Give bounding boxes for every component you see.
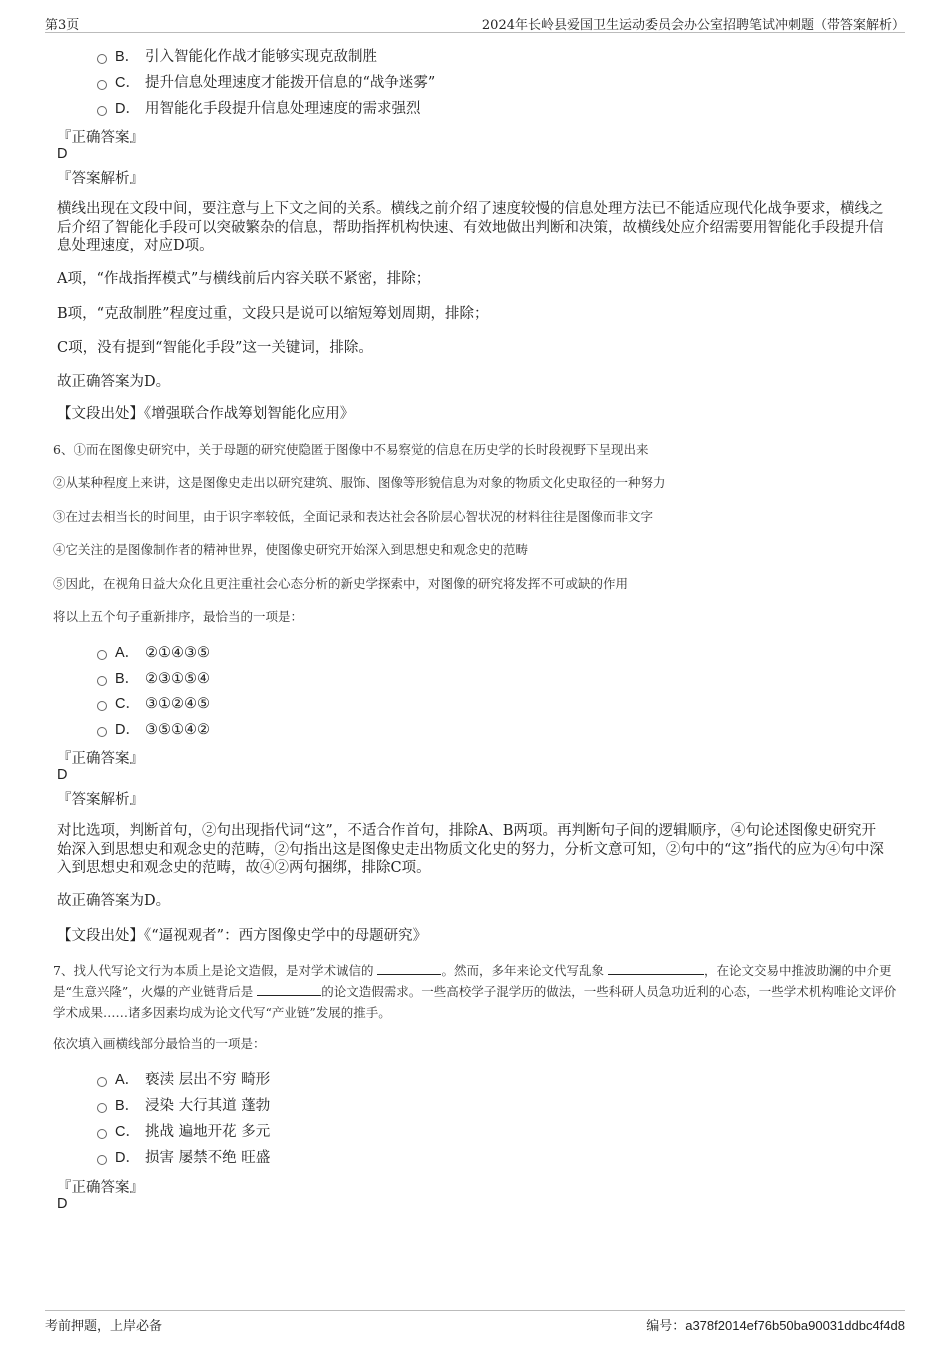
q5-answer: D — [57, 146, 68, 162]
q6-sentence-1: 6、①而在图像史研究中，关于母题的研究使隐匿于图像中不易察觉的信息在历史学的长时段视野下呈现出来 — [53, 442, 649, 457]
radio-icon[interactable] — [97, 80, 107, 90]
radio-icon[interactable] — [97, 1129, 107, 1139]
q5-option-b[interactable]: B． 引入智能化作战才能够实现克敌制胜 — [97, 47, 377, 67]
q7-option-c[interactable]: C． 挑战 遍地开花 多元 — [97, 1122, 270, 1142]
q7-stem: 7、找人代写论文行为本质上是论文造假，是对学术诚信的 。然而，多年来论文代写乱象 ，在论文交易中推波助澜的中介更是“生意兴隆”，火爆的产业链背后是 的论文造假需求。一些高校学子混学历的做法，一些科研人员急功近利的心态，一些学术机构唯论文评价学术成果……诸多因素均成为论文代写“产业链”发展的推手。 — [53, 963, 897, 1020]
q5-analysis-b: B项，“克敌制胜”程度过重，文段只是说可以缩短筹划周期，排除； — [57, 306, 489, 322]
radio-icon[interactable] — [97, 701, 107, 711]
q6-analysis-main: 对比选项，判断首句，②句出现指代词“这”，不适合作首句，排除A、B两项。再判断句子间的逻辑顺序，④句论述图像史研究开始深入到思想史和观念史的范畴，②句指出这是图像史走出物质文化史的努力，分析文意可知，②句中的“这”指代的应为④句中深入到思想史和观念史的范畴，故④②两句捆绑，排除C项。 — [57, 823, 884, 876]
document-title: 2024年长岭县爱国卫生运动委员会办公室招聘笔试冲刺题（带答案解析） — [481, 18, 905, 33]
q6-option-d[interactable]: D． ③⑤①④② — [97, 720, 210, 740]
q7-prompt: 依次填入画横线部分最恰当的一项是： — [53, 1036, 266, 1051]
q7-blank-3 — [257, 983, 321, 996]
q5-option-d[interactable]: D． 用智能化手段提升信息处理速度的需求强烈 — [97, 99, 421, 119]
q6-conclusion: 故正确答案为D。 — [57, 893, 171, 909]
radio-icon[interactable] — [97, 1103, 107, 1113]
page-footer — [45, 1310, 905, 1333]
q6-sentence-4: ④它关注的是图像制作者的精神世界，使图像史研究开始深入到思想史和观念史的范畴 — [53, 542, 529, 557]
q6-sentence-5: ⑤因此，在视角日益大众化且更注重社会心态分析的新史学探索中，对图像的研究将发挥不可或缺的作用 — [53, 576, 629, 591]
q7-answer-label: 『正确答案』 — [57, 1180, 144, 1196]
q5-analysis-a: A项，“作战指挥模式”与横线前后内容关联不紧密，排除； — [57, 271, 431, 287]
radio-icon[interactable] — [97, 54, 107, 64]
page-number: 第3页 — [45, 18, 80, 33]
radio-icon[interactable] — [97, 727, 107, 737]
q7-option-a[interactable]: A． 亵渎 层出不穷 畸形 — [97, 1070, 270, 1090]
q6-prompt: 将以上五个句子重新排序，最恰当的一项是： — [53, 609, 304, 624]
q6-option-a[interactable]: A． ②①④③⑤ — [97, 643, 210, 663]
q7-blank-2 — [608, 962, 704, 975]
document-code: 编号：a378f2014ef76b50ba90031ddbc4f4d8 — [646, 1318, 905, 1334]
q5-source: 【文段出处】《增强联合作战筹划智能化应用》 — [57, 406, 355, 422]
radio-icon[interactable] — [97, 650, 107, 660]
q5-analysis-main: 横线出现在文段中间，要注意与上下文之间的关系。横线之前介绍了速度较慢的信息处理方法已不能适应现代化战争要求，横线之后介绍了智能化手段可以突破繁杂的信息，帮助指挥机构快速、有效地做出判断和决策，故横线处应介绍需要用智能化手段提升信息处理速度，对应D项。 — [57, 201, 884, 254]
radio-icon[interactable] — [97, 1077, 107, 1087]
q5-answer-label: 『正确答案』 — [57, 130, 144, 146]
q6-sentence-2: ②从某种程度上来讲，这是图像史走出以研究建筑、服饰、图像等形貌信息为对象的物质文化史取径的一种努力 — [53, 475, 666, 490]
footer-slogan: 考前押题，上岸必备 — [45, 1319, 163, 1334]
q7-blank-1 — [377, 962, 441, 975]
page-header — [45, 12, 905, 33]
q7-answer: D — [57, 1196, 68, 1212]
q6-option-c[interactable]: C． ③①②④⑤ — [97, 694, 210, 714]
radio-icon[interactable] — [97, 106, 107, 116]
q5-analysis-c: C项，没有提到“智能化手段”这一关键词，排除。 — [57, 340, 373, 356]
q6-option-b[interactable]: B． ②③①⑤④ — [97, 669, 210, 689]
q5-option-c[interactable]: C． 提升信息处理速度才能拨开信息的“战争迷雾” — [97, 73, 435, 93]
radio-icon[interactable] — [97, 1155, 107, 1165]
q6-answer: D — [57, 767, 68, 783]
q6-analysis-label: 『答案解析』 — [57, 792, 144, 808]
q7-option-d[interactable]: D． 损害 屡禁不绝 旺盛 — [97, 1148, 270, 1168]
q6-sentence-3: ③在过去相当长的时间里，由于识字率较低，全面记录和表达社会各阶层心智状况的材料往往是图像而非文字 — [53, 509, 654, 524]
radio-icon[interactable] — [97, 676, 107, 686]
q5-analysis-label: 『答案解析』 — [57, 171, 144, 187]
q7-option-b[interactable]: B． 浸染 大行其道 蓬勃 — [97, 1096, 270, 1116]
q5-conclusion: 故正确答案为D。 — [57, 374, 171, 390]
q6-answer-label: 『正确答案』 — [57, 751, 144, 767]
q6-source: 【文段出处】《“逼视观者”：西方图像史学中的母题研究》 — [57, 928, 428, 944]
